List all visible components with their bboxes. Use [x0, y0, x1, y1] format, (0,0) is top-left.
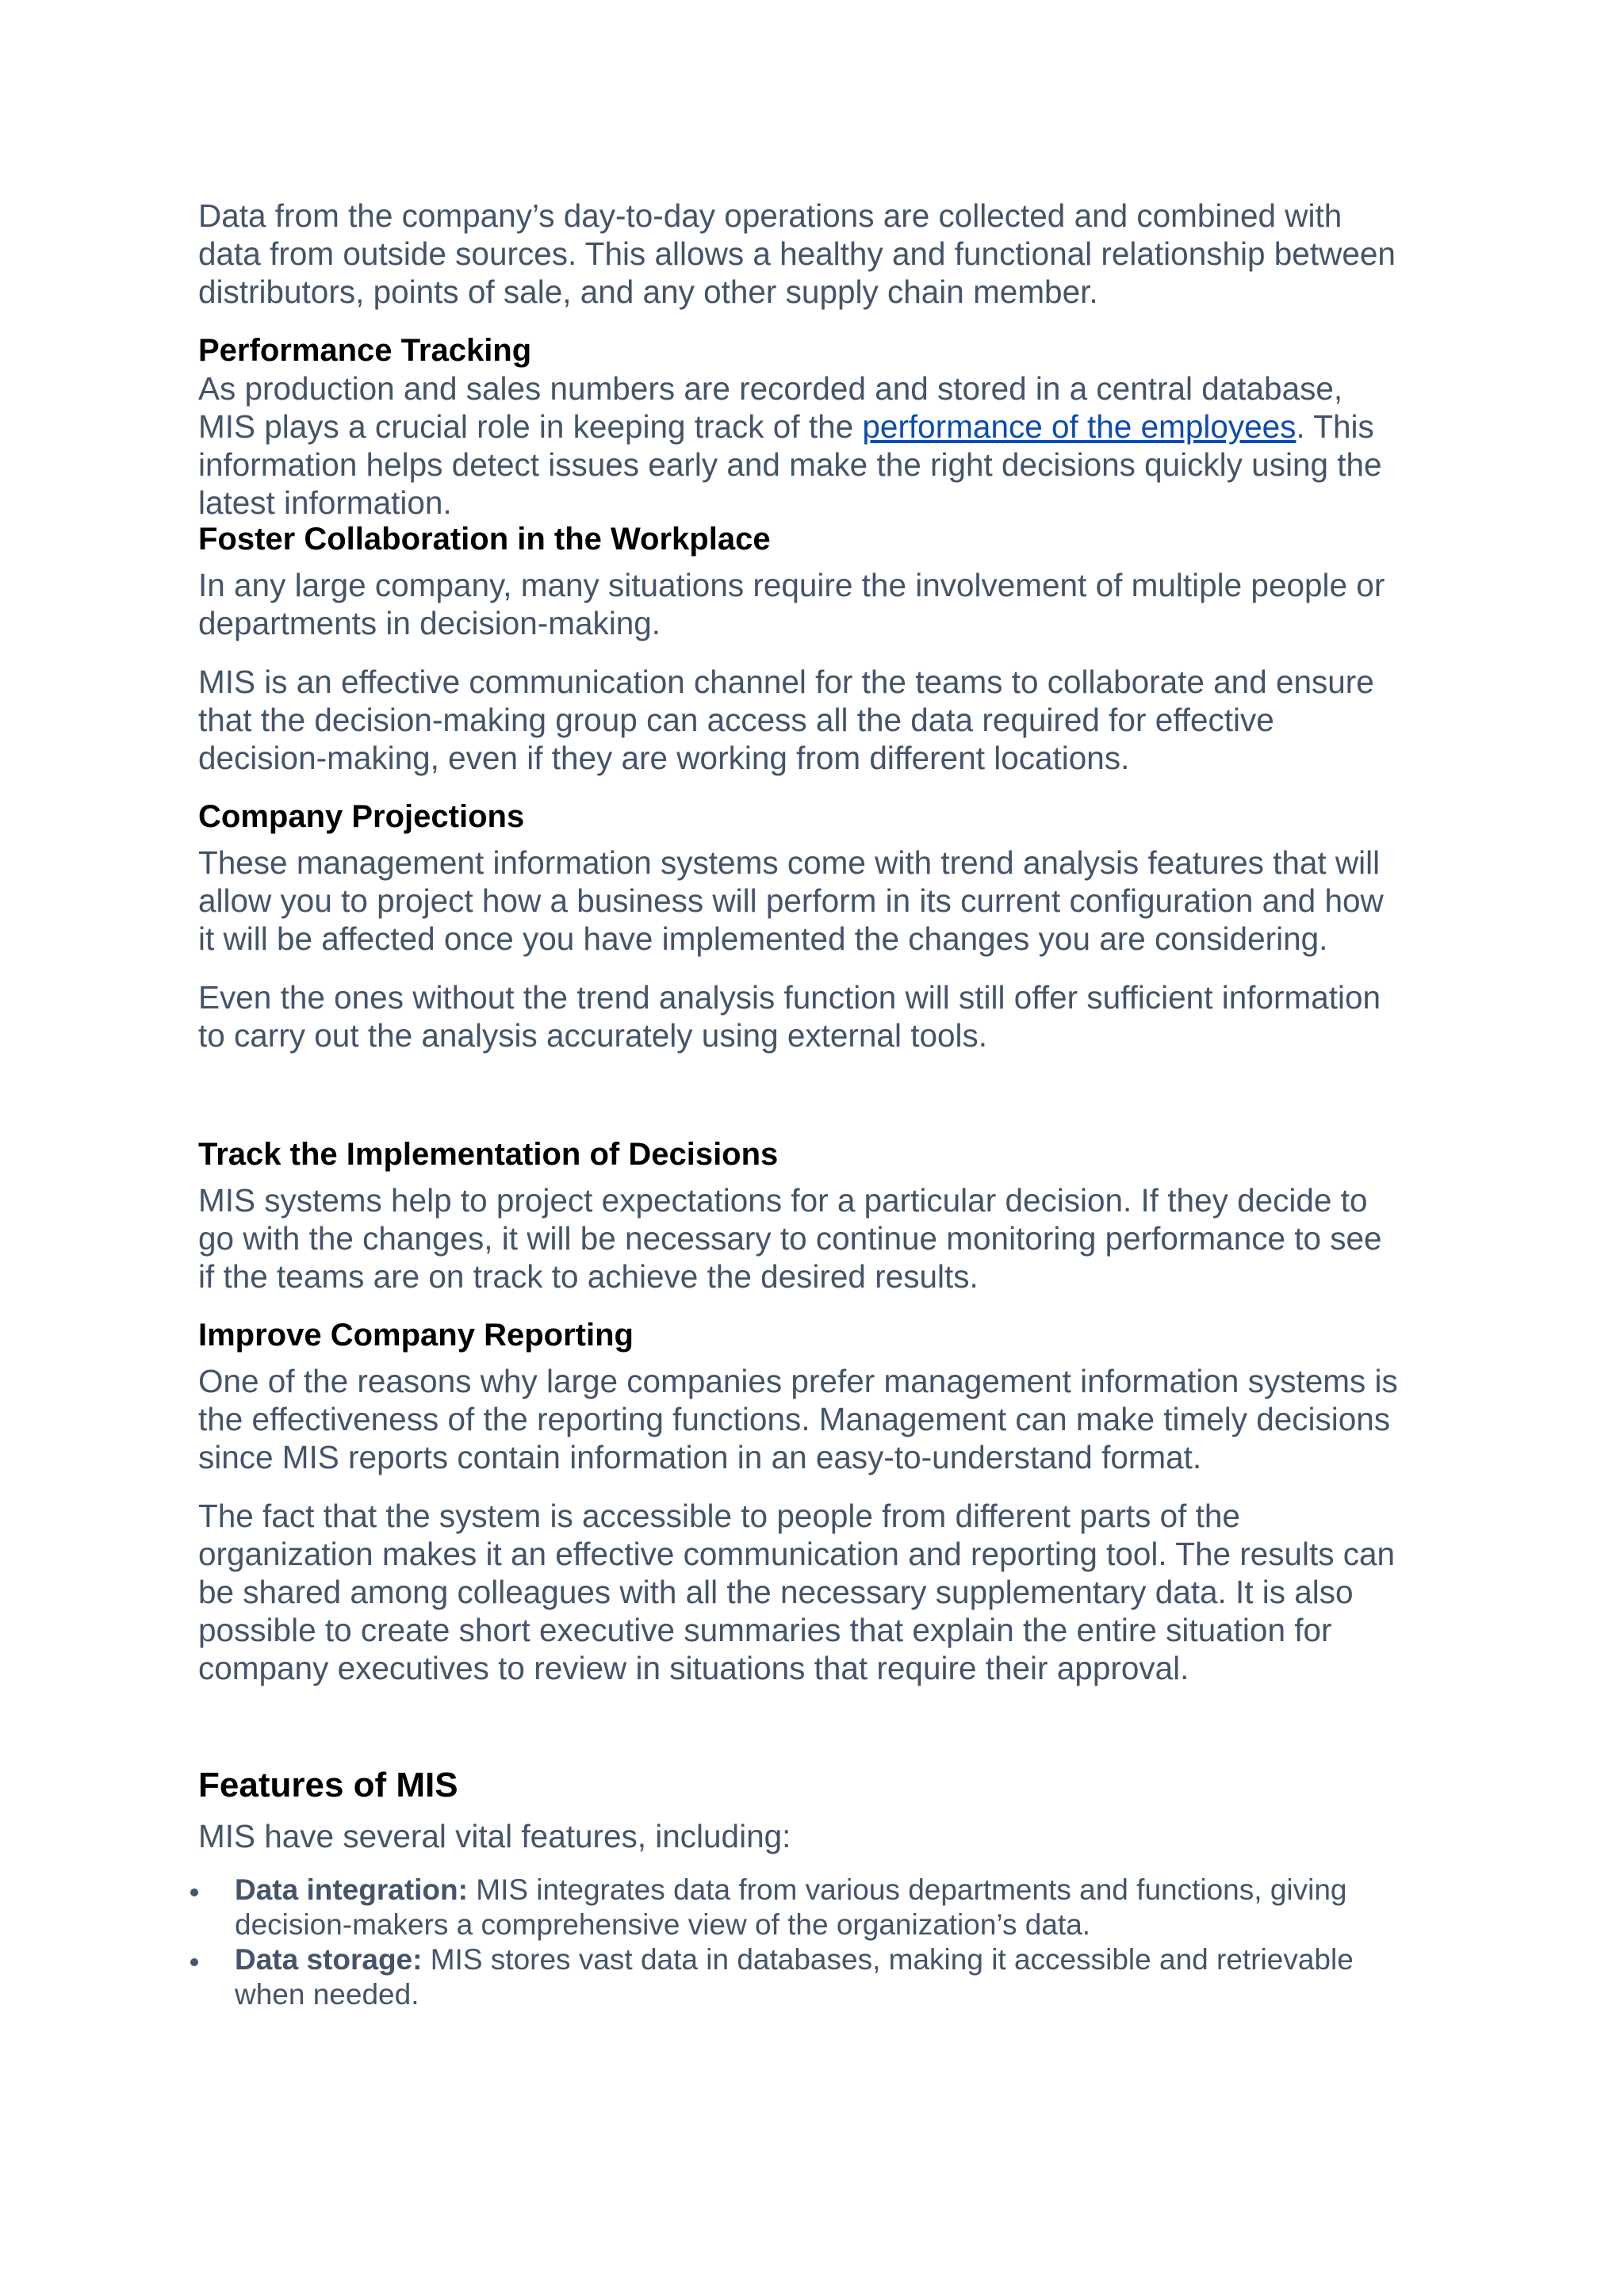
performance-line: information helps detect issues early and make the right decisions quickly using the	[198, 446, 1382, 483]
reporting-line: be shared among colleagues with all the necessary supplementary data. It is also	[198, 1574, 1354, 1610]
reporting-line: One of the reasons why large companies prefer management information systems is	[198, 1363, 1398, 1399]
list-item-text: MIS integrates data from various departments and functions, giving	[467, 1873, 1347, 1906]
performance-line: As production and sales numbers are recorded and stored in a central database,	[198, 370, 1343, 407]
list-item-text: MIS stores vast data in databases, making it accessible and retrievable	[422, 1943, 1354, 1976]
reporting-paragraph-1	[198, 1362, 1435, 1476]
collaboration-line: departments in decision-making.	[198, 605, 661, 641]
reporting-line: company executives to review in situations that require their approval.	[198, 1650, 1189, 1686]
features-list	[198, 1873, 1467, 2012]
implementation-line: MIS systems help to project expectations for a particular decision. If they decide to	[198, 1182, 1368, 1219]
heading-improve-reporting: Improve Company Reporting	[198, 1318, 634, 1353]
list-item-term: Data integration:	[235, 1873, 468, 1906]
performance-line-with-link	[198, 408, 1435, 446]
list-item-line	[235, 1942, 1467, 1977]
projections-paragraph-2	[198, 978, 1435, 1054]
reporting-line: organization makes it an effective communication and reporting tool. The results can	[198, 1536, 1396, 1572]
heading-performance-tracking: Performance Tracking	[198, 333, 532, 368]
reporting-line: the effectiveness of the reporting functions. Management can make timely decisions	[198, 1401, 1391, 1437]
collaboration-line: MIS is an effective communication channel for the teams to collaborate and ensure	[198, 664, 1374, 700]
projections-line: to carry out the analysis accurately using external tools.	[198, 1017, 987, 1054]
reporting-line: since MIS reports contain information in an easy-to-understand format.	[198, 1439, 1202, 1475]
implementation-paragraph	[198, 1181, 1435, 1295]
performance-text: . This	[1296, 408, 1374, 445]
section-title-features: Features of MIS	[198, 1766, 458, 1804]
projections-line: allow you to project how a business will perform in its current configuration and how	[198, 882, 1384, 919]
features-intro: MIS have several vital features, including:	[198, 1818, 791, 1854]
list-item-line: when needed.	[235, 1978, 419, 2011]
list-item	[198, 1942, 1467, 2012]
performance-text: MIS plays a crucial role in keeping track of the	[198, 408, 863, 445]
reporting-line: possible to create short executive summaries that explain the entire situation for	[198, 1612, 1332, 1648]
heading-company-projections: Company Projections	[198, 799, 525, 834]
heading-foster-collaboration: Foster Collaboration in the Workplace	[198, 522, 771, 557]
bullet-icon	[190, 1888, 198, 1896]
list-item-line	[235, 1873, 1467, 1908]
collaboration-line: decision-making, even if they are working from different locations.	[198, 740, 1130, 776]
projections-line: Even the ones without the trend analysis function will still offer sufficient information	[198, 979, 1381, 1016]
intro-paragraph	[198, 197, 1435, 311]
performance-line: latest information.	[198, 484, 452, 521]
bullet-icon	[190, 1958, 198, 1966]
reporting-paragraph-2	[198, 1497, 1435, 1687]
projections-line: These management information systems come with trend analysis features that will	[198, 844, 1381, 881]
list-item	[198, 1873, 1467, 1942]
list-item-term: Data storage:	[235, 1943, 423, 1976]
intro-line: data from outside sources. This allows a healthy and functional relationship between	[198, 235, 1396, 272]
intro-line: Data from the company’s day-to-day operations are collected and combined with	[198, 197, 1342, 234]
collaboration-paragraph-1	[198, 566, 1435, 642]
list-item-line: decision-makers a comprehensive view of the organization’s data.	[235, 1908, 1091, 1941]
reporting-line: The fact that the system is accessible to people from different parts of the	[198, 1498, 1240, 1534]
projections-line: it will be affected once you have implemented the changes you are considering.	[198, 920, 1328, 957]
projections-paragraph-1	[198, 844, 1435, 958]
performance-paragraph	[198, 369, 1435, 522]
implementation-line: go with the changes, it will be necessary to continue monitoring performance to see	[198, 1220, 1382, 1257]
heading-track-implementation: Track the Implementation of Decisions	[198, 1137, 779, 1172]
implementation-line: if the teams are on track to achieve the desired results.	[198, 1258, 979, 1295]
collaboration-line: In any large company, many situations require the involvement of multiple people or	[198, 567, 1385, 603]
intro-line: distributors, points of sale, and any other supply chain member.	[198, 274, 1098, 310]
collaboration-line: that the decision-making group can access all the data required for effective	[198, 702, 1274, 738]
collaboration-paragraph-2	[198, 663, 1435, 777]
performance-of-employees-link[interactable]: performance of the employees	[862, 408, 1297, 445]
